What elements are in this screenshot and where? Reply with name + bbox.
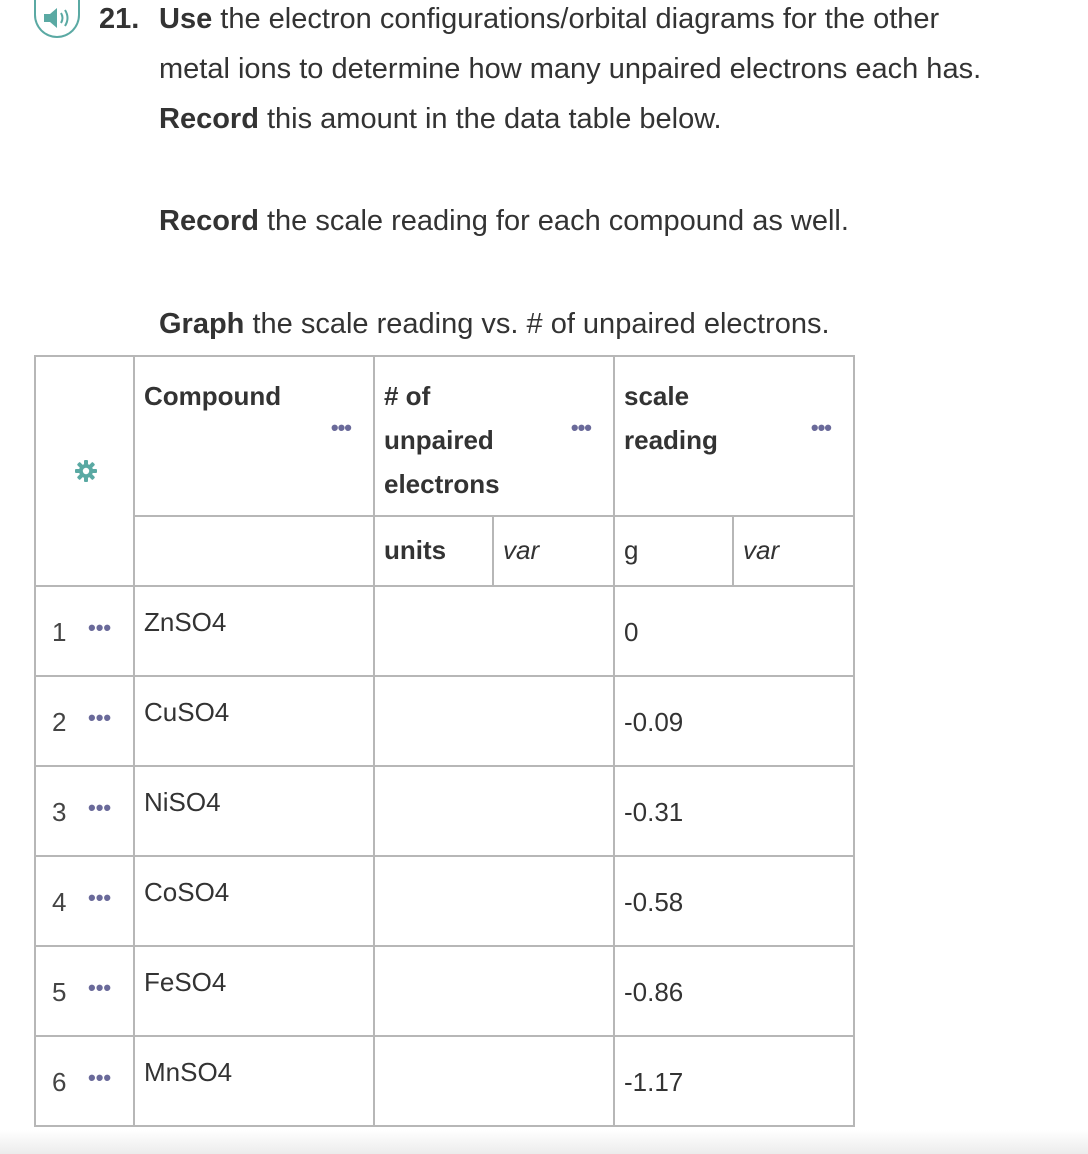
column-header-unpaired-line-1: # of bbox=[384, 381, 431, 411]
column-compound-menu-icon[interactable]: ••• bbox=[330, 415, 351, 440]
column-header-scale-line-2: reading bbox=[624, 425, 718, 455]
compound-value: ZnSO4 bbox=[144, 607, 227, 637]
compound-cell[interactable] bbox=[134, 676, 374, 766]
column-header-scale-line-1: scale bbox=[624, 381, 690, 411]
scale-reading-value: -0.09 bbox=[624, 707, 684, 737]
row-index-cell bbox=[35, 586, 134, 676]
compound-value: FeSO4 bbox=[144, 967, 227, 997]
column-unpaired-menu-icon[interactable]: ••• bbox=[570, 415, 591, 440]
question-bold-graph: Graph bbox=[159, 308, 245, 340]
column-scale-menu-icon[interactable]: ••• bbox=[810, 415, 831, 440]
question-paragraph-3-text: the scale reading vs. # of unpaired electrons. bbox=[244, 308, 830, 340]
compound-unit-cell[interactable] bbox=[134, 516, 374, 586]
scale-reading-cell[interactable] bbox=[614, 676, 854, 766]
column-header-compound-label: Compound bbox=[144, 381, 282, 411]
table-row bbox=[35, 676, 854, 766]
row-number: 5 bbox=[52, 977, 67, 1007]
row-number: 2 bbox=[52, 707, 67, 737]
question-line-3-text: this amount in the data table below. bbox=[258, 103, 722, 135]
row-index-cell bbox=[35, 946, 134, 1036]
row-menu-icon[interactable]: ••• bbox=[88, 705, 112, 730]
unpaired-cell[interactable] bbox=[374, 856, 614, 946]
scale-reading-value: -1.17 bbox=[624, 1067, 684, 1097]
scale-reading-cell[interactable] bbox=[614, 946, 854, 1036]
compound-value: CoSO4 bbox=[144, 877, 230, 907]
scale-reading-value: -0.58 bbox=[624, 887, 684, 917]
row-index-cell bbox=[35, 766, 134, 856]
scale-reading-value: 0 bbox=[624, 617, 639, 647]
question-line-1 bbox=[159, 0, 939, 44]
question-line-1-text: the electron configurations/orbital diagrams for the other bbox=[212, 3, 940, 35]
row-index-cell bbox=[35, 676, 134, 766]
question-paragraph-2 bbox=[159, 196, 849, 246]
row-menu-icon[interactable]: ••• bbox=[88, 795, 112, 820]
scale-reading-cell[interactable] bbox=[614, 766, 854, 856]
scale-reading-value: -0.31 bbox=[624, 797, 684, 827]
question-number: 21. bbox=[99, 3, 140, 35]
unpaired-var-cell[interactable] bbox=[493, 516, 614, 586]
row-menu-icon[interactable]: ••• bbox=[88, 615, 112, 640]
compound-value: CuSO4 bbox=[144, 697, 230, 727]
row-menu-icon[interactable]: ••• bbox=[88, 885, 112, 910]
compound-value: NiSO4 bbox=[144, 787, 221, 817]
scale-reading-cell[interactable] bbox=[614, 856, 854, 946]
scale-unit-cell[interactable] bbox=[614, 516, 733, 586]
unpaired-cell[interactable] bbox=[374, 1036, 614, 1126]
table-corner-cell bbox=[35, 356, 134, 586]
speaker-icon bbox=[42, 7, 72, 29]
column-header-scale-reading bbox=[614, 356, 854, 516]
column-header-compound bbox=[134, 356, 374, 516]
audio-play-button[interactable] bbox=[34, 0, 80, 38]
table-row bbox=[35, 946, 854, 1036]
row-number: 6 bbox=[52, 1067, 67, 1097]
row-number: 1 bbox=[52, 617, 67, 647]
scale-unit-label: g bbox=[624, 535, 639, 565]
question-bold-record-2: Record bbox=[159, 205, 259, 237]
table-row bbox=[35, 766, 854, 856]
compound-value: MnSO4 bbox=[144, 1057, 233, 1087]
table-row bbox=[35, 1036, 854, 1126]
compound-cell[interactable] bbox=[134, 766, 374, 856]
table-row bbox=[35, 856, 854, 946]
question-line-3 bbox=[159, 94, 722, 144]
unpaired-cell[interactable] bbox=[374, 586, 614, 676]
question-line-2: metal ions to determine how many unpaired electrons each has. bbox=[159, 53, 982, 85]
row-number: 4 bbox=[52, 887, 67, 917]
compound-cell[interactable] bbox=[134, 856, 374, 946]
column-header-unpaired bbox=[374, 356, 614, 516]
row-menu-icon[interactable]: ••• bbox=[88, 975, 112, 1000]
table-row bbox=[35, 586, 854, 676]
unpaired-cell[interactable] bbox=[374, 766, 614, 856]
page-bottom-edge bbox=[0, 1130, 1088, 1154]
column-header-unpaired-line-2: unpaired bbox=[384, 425, 494, 455]
row-menu-icon[interactable]: ••• bbox=[88, 1065, 112, 1090]
data-table bbox=[34, 355, 855, 1127]
question-bold-record: Record bbox=[159, 103, 259, 135]
scale-reading-cell[interactable] bbox=[614, 586, 854, 676]
scale-var-label: var bbox=[743, 535, 780, 565]
compound-cell[interactable] bbox=[134, 586, 374, 676]
row-index-cell bbox=[35, 1036, 134, 1126]
unpaired-cell[interactable] bbox=[374, 676, 614, 766]
question-paragraph-3 bbox=[159, 299, 830, 349]
row-index-cell bbox=[35, 856, 134, 946]
question-bold-use: Use bbox=[159, 3, 213, 35]
scale-reading-cell[interactable] bbox=[614, 1036, 854, 1126]
column-header-unpaired-line-3: electrons bbox=[384, 469, 500, 499]
row-number: 3 bbox=[52, 797, 67, 827]
question-paragraph-2-text: the scale reading for each compound as well. bbox=[258, 205, 849, 237]
unpaired-cell[interactable] bbox=[374, 946, 614, 1036]
compound-cell[interactable] bbox=[134, 1036, 374, 1126]
gear-icon[interactable] bbox=[74, 459, 98, 483]
scale-reading-value: -0.86 bbox=[624, 977, 684, 1007]
unpaired-var-label: var bbox=[503, 535, 540, 565]
column-header-unpaired-label bbox=[384, 374, 500, 506]
scale-var-cell[interactable] bbox=[733, 516, 854, 586]
unpaired-unit-cell[interactable] bbox=[374, 516, 493, 586]
unpaired-unit-label: units bbox=[384, 535, 447, 565]
compound-cell[interactable] bbox=[134, 946, 374, 1036]
column-header-scale-label bbox=[624, 374, 718, 462]
